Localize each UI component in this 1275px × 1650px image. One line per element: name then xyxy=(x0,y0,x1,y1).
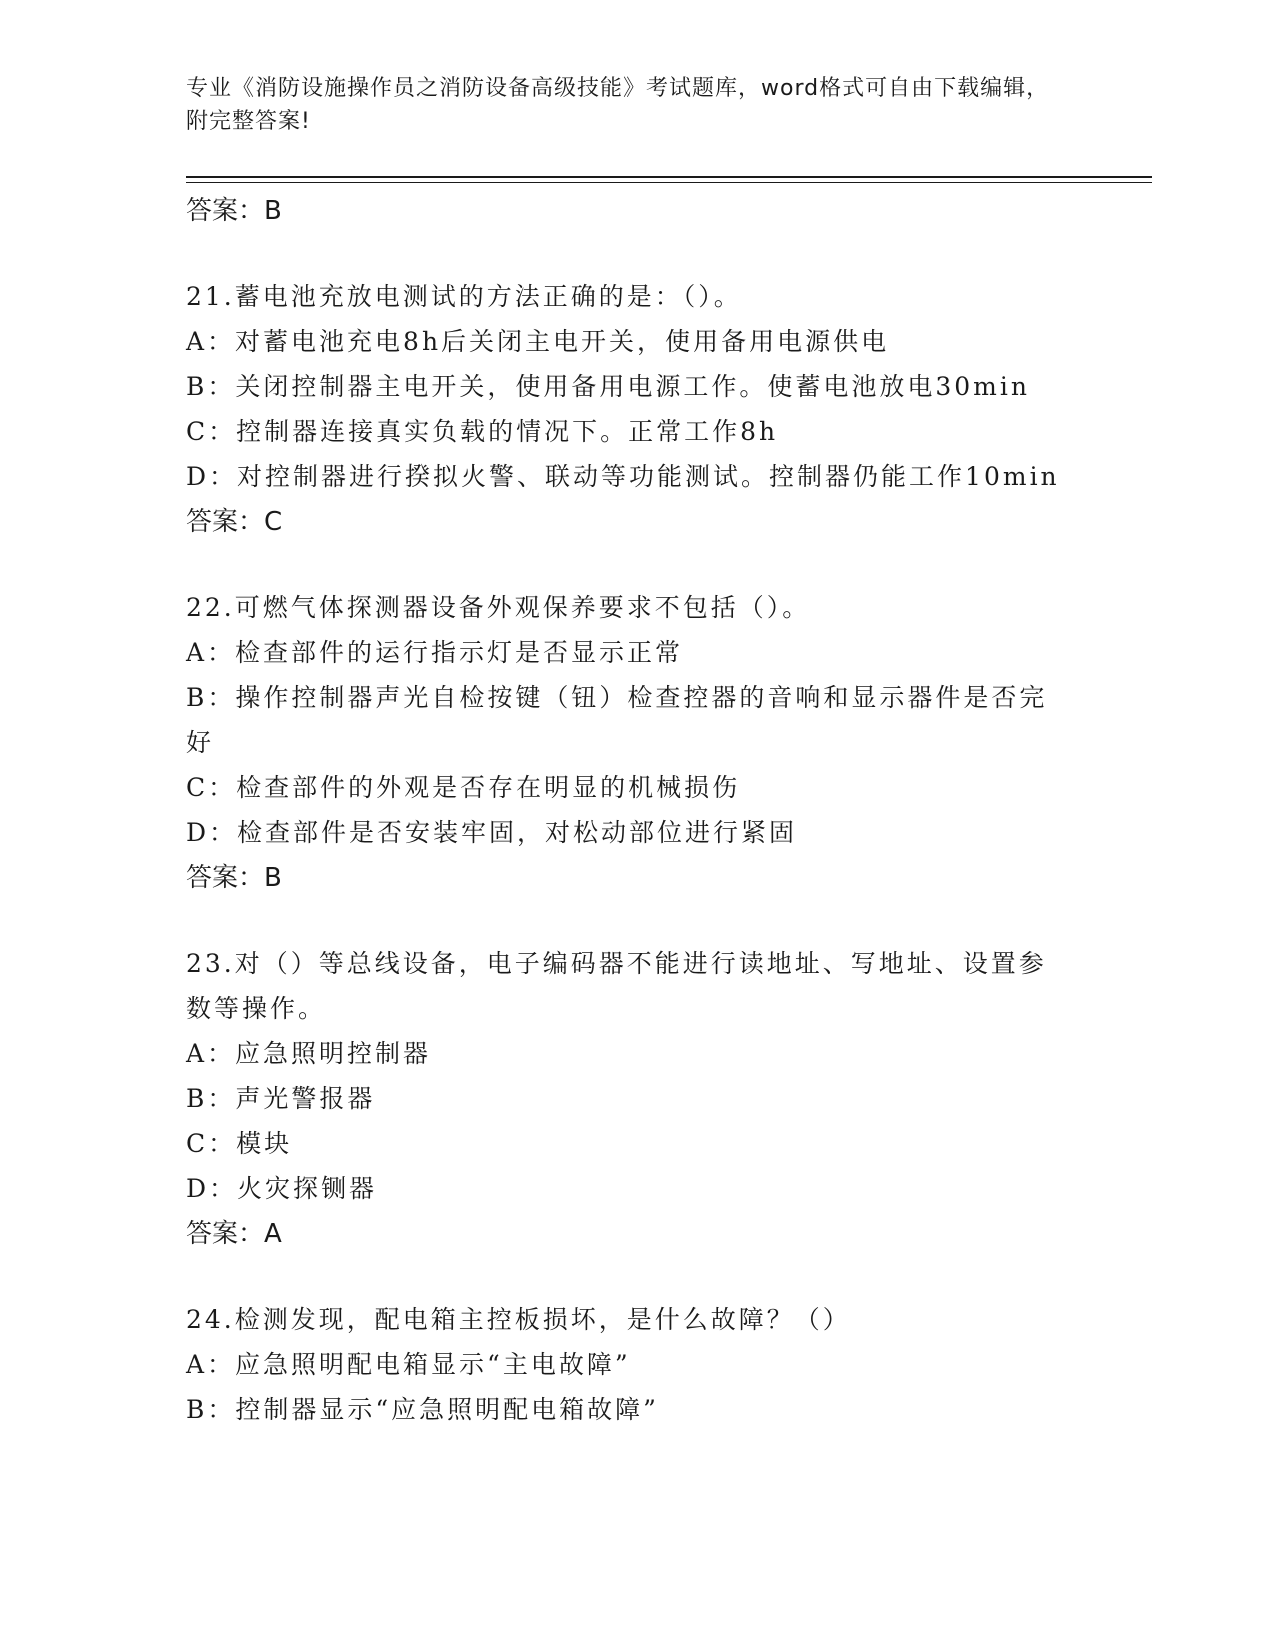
document-header: 专业《消防设施操作员之消防设备高级技能》考试题库，word格式可自由下载编辑，附完整答案! xyxy=(186,76,1050,134)
option-b: B：操作控制器声光自检按键（钮）检查控器的音响和显示器件是否完好 xyxy=(186,683,1048,757)
header-rule-thick xyxy=(186,176,1152,178)
question-22 xyxy=(186,585,1066,901)
option-b: B：关闭控制器主电开关，使用备用电源工作。使蓄电池放电30min xyxy=(186,372,1030,401)
option-c: C：检查部件的外观是否存在明显的机械损伤 xyxy=(186,773,741,802)
option-b: B：控制器显示“应急照明配电箱故障” xyxy=(186,1395,659,1424)
option-d: D：对控制器进行揆拟火警、联动等功能测试。控制器仍能工作10min xyxy=(186,462,1060,491)
question-24 xyxy=(186,1297,1066,1432)
option-c: C：控制器连接真实负载的情况下。正常工作8h xyxy=(186,417,779,446)
header-rule-thin xyxy=(186,182,1152,183)
option-b: B：声光警报器 xyxy=(186,1084,376,1113)
option-d: D：检查部件是否安装牢固，对松动部位进行紧固 xyxy=(186,818,798,847)
answer-line: 答案：B xyxy=(186,863,282,893)
answer-line: 答案：A xyxy=(186,1219,282,1249)
question-stem: 21.蓄电池充放电测试的方法正确的是：（）。 xyxy=(186,282,742,311)
question-stem: 24.检测发现，配电箱主控板损坏，是什么故障？（） xyxy=(186,1305,851,1334)
option-a: A：对蓄电池充电8h后关闭主电开关，使用备用电源供电 xyxy=(186,327,890,356)
question-stem: 22.可燃气体探测器设备外观保养要求不包括（）。 xyxy=(186,593,811,622)
option-a: A：应急照明控制器 xyxy=(186,1039,432,1068)
answer-line: 答案：B xyxy=(186,196,282,226)
question-list xyxy=(186,188,1066,1432)
option-a: A：应急照明配电箱显示“主电故障” xyxy=(186,1350,631,1379)
option-c: C：模块 xyxy=(186,1129,293,1158)
question-stem: 23.对（）等总线设备，电子编码器不能进行读地址、写地址、设置参数等操作。 xyxy=(186,949,1047,1023)
option-a: A：检查部件的运行指示灯是否显示正常 xyxy=(186,638,684,667)
question-21 xyxy=(186,274,1066,545)
answer-line: 答案：C xyxy=(186,507,283,537)
option-d: D：火灾探铡器 xyxy=(186,1174,378,1203)
question-23 xyxy=(186,941,1066,1257)
